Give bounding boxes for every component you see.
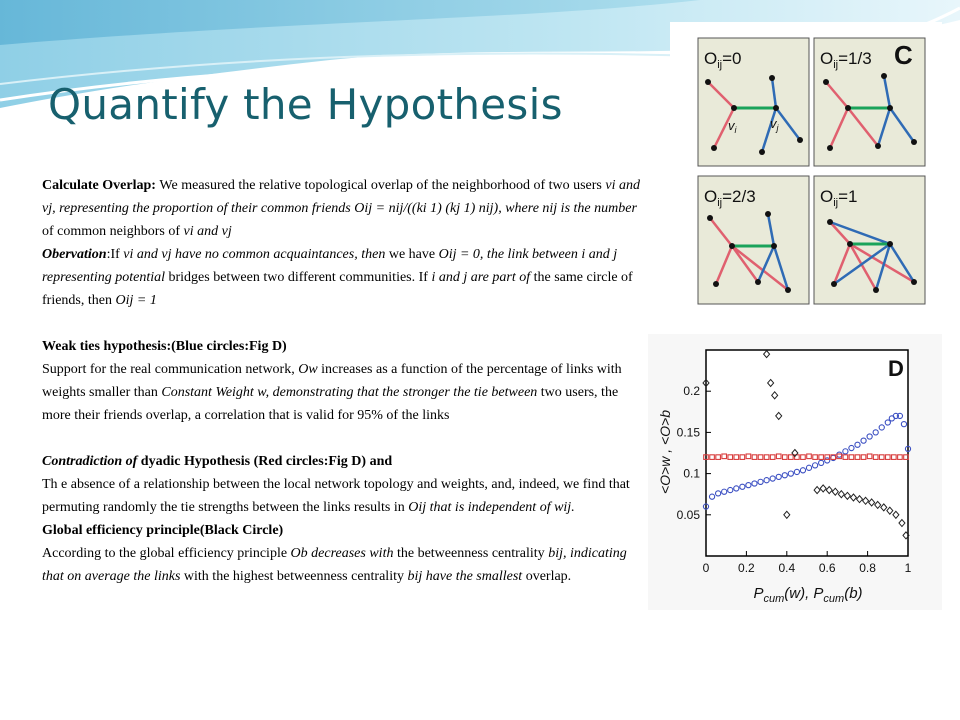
global-text: with the highest betweenness centrality bbox=[183, 569, 408, 584]
global-text: bij, indicating that on average the links bbox=[42, 546, 627, 584]
node-label-vi: $v_i$ bbox=[728, 118, 737, 135]
weak-ties-text: two users, the more their friends overlap, a correlation that is valid for 95% of the links bbox=[42, 385, 619, 423]
overlap-label: Calculate Overlap: bbox=[42, 178, 160, 193]
global-text: overlap. bbox=[525, 569, 572, 584]
global-text: Ob decreases with bbox=[290, 546, 397, 561]
contradiction-heading bbox=[42, 450, 642, 473]
overlap-cell-1 bbox=[814, 38, 925, 166]
observation-label: Obervation bbox=[42, 247, 107, 262]
node-label-vj: $v_j$ bbox=[770, 116, 779, 133]
weak-ties-paragraph bbox=[42, 358, 642, 427]
global-label: Global efficiency principle(Black Circle) bbox=[42, 523, 284, 538]
overlap-paragraph bbox=[42, 174, 642, 243]
contradiction-label: dyadic Hypothesis (Red circles:Fig D) and bbox=[140, 454, 393, 469]
overlap-cell-label: $O_{ij}=2/3$ bbox=[704, 187, 756, 209]
contradiction-label: Contradiction of bbox=[42, 454, 141, 469]
y-axis-label: <O>w , <O>b bbox=[657, 409, 673, 495]
weak-ties-text: Ow bbox=[298, 362, 322, 377]
observation-text: i and j are part of bbox=[431, 270, 534, 285]
weak-ties-text: Constant Weight w, demonstrating that the stronger the tie between bbox=[161, 385, 541, 400]
overlap-cell-label: $O_{ij}=1$ bbox=[820, 187, 858, 209]
global-heading bbox=[42, 519, 642, 542]
weak-ties-label: Weak ties hypothesis:(Blue circles:Fig D) bbox=[42, 339, 287, 354]
panel-letter-d: D bbox=[888, 356, 904, 381]
overlap-text: of common neighbors of bbox=[42, 224, 184, 239]
x-tick-label: 1 bbox=[904, 561, 912, 575]
overlap-text: We measured the relative topological overlap of the neighborhood of two users bbox=[159, 178, 606, 193]
weak-ties-text: Support for the real communication network, bbox=[42, 362, 299, 377]
observation-text: Oij = 0, the link between i and j representing potential bbox=[42, 247, 618, 285]
global-paragraph bbox=[42, 542, 642, 588]
overlap-cell-label: $O_{ij}=0$ bbox=[704, 49, 742, 71]
observation-text: bridges between two different communities. If bbox=[168, 270, 432, 285]
weak-ties-text: increases as a function of the percentage of links with weights smaller than bbox=[42, 362, 622, 400]
overlap-text: vi and vj, representing the proportion of their common friends Oij = nij/((ki 1) (kj 1) nij), where nij is the number bbox=[42, 178, 640, 216]
observation-text: Oij = 1 bbox=[115, 293, 157, 308]
overlap-cell-0 bbox=[698, 38, 809, 166]
observation-paragraph bbox=[42, 243, 642, 312]
x-tick-label: 0.8 bbox=[859, 561, 876, 575]
y-tick-label: 0.05 bbox=[676, 507, 700, 522]
global-text: bij have the smallest bbox=[407, 569, 526, 584]
contradiction-text: Th e absence of a relationship between the local network topology and weights, and, indeed, we find that permuting randomly the tie strengths between the links results in bbox=[42, 477, 630, 515]
x-tick-label: 0 bbox=[702, 561, 710, 575]
x-tick-label: 0.2 bbox=[738, 561, 755, 575]
y-tick-label: 0.15 bbox=[676, 425, 700, 440]
plot-frame bbox=[706, 350, 908, 556]
overlap-cell-label: $O_{ij}=1/3$ bbox=[820, 49, 872, 71]
overlap-cell-2 bbox=[698, 176, 809, 304]
observation-text: vi and vj have no common acquaintances, then bbox=[123, 247, 389, 262]
observation-text: :If bbox=[106, 247, 124, 262]
figure-d-overlap-chart bbox=[648, 334, 942, 610]
observation-text: the same circle of friends, then bbox=[42, 270, 633, 308]
weak-ties-heading bbox=[42, 335, 642, 358]
contradiction-paragraph bbox=[42, 473, 642, 519]
x-tick-label: 0.4 bbox=[778, 561, 796, 575]
y-tick-label: 0.1 bbox=[683, 466, 700, 481]
x-tick-label: 0.6 bbox=[818, 561, 836, 575]
overlap-cell-3 bbox=[814, 176, 925, 304]
contradiction-text: Oij that is independent of wij. bbox=[408, 500, 575, 515]
global-text: the betweenness centrality bbox=[396, 546, 549, 561]
overlap-text: vi and vj bbox=[183, 224, 232, 239]
body-text bbox=[42, 174, 642, 588]
global-text: According to the global efficiency principle bbox=[42, 546, 291, 561]
x-axis-label: $P_{cum}(w)$, $P_{cum}(b)$ bbox=[753, 585, 863, 605]
panel-letter-c: C bbox=[894, 40, 913, 70]
observation-text: we have bbox=[388, 247, 439, 262]
figure-c-overlap-diagrams bbox=[670, 22, 942, 308]
slide-title: Quantify the Hypothesis bbox=[48, 80, 563, 129]
y-tick-label: 0.2 bbox=[683, 384, 700, 399]
